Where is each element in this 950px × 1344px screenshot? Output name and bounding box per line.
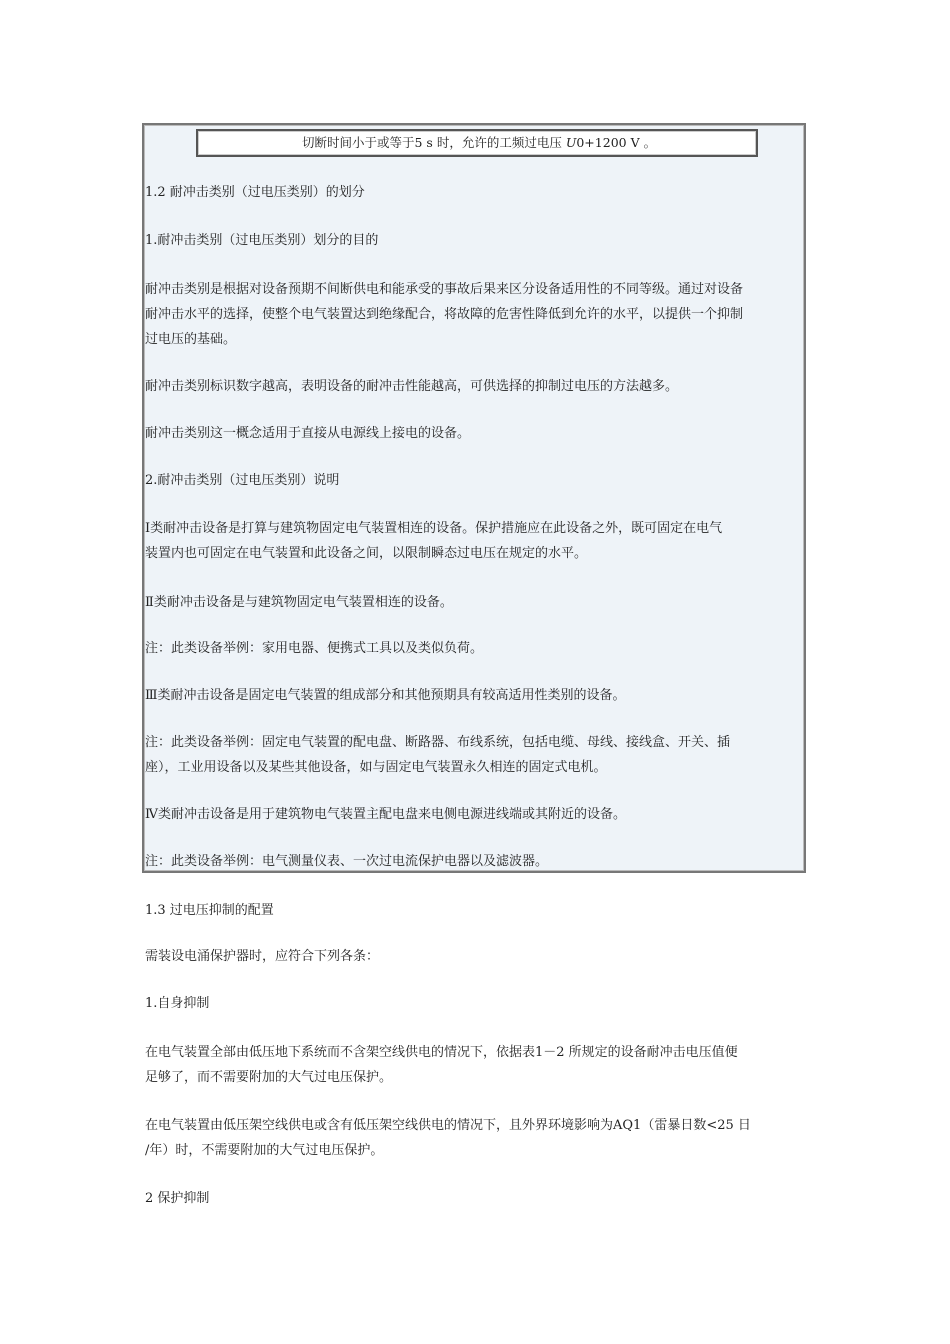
paragraph-line: 耐冲击类别这一概念适用于直接从电源线上接电的设备。 bbox=[145, 426, 471, 441]
header-cell-italic-u: U bbox=[565, 135, 577, 150]
paragraph-line: Ⅱ类耐冲击设备是与建筑物固定电气装置相连的设备。 bbox=[145, 595, 453, 610]
paragraph-line: 足够了，而不需要附加的大气过电压保护。 bbox=[145, 1070, 393, 1085]
paragraph-line: 在电气装置全部由低压地下系统而不含架空线供电的情况下，依据表1－2 所规定的设备耐冲击电压值便 bbox=[145, 1045, 738, 1060]
note-line: 座），工业用设备以及某些其他设备，如与固定电气装置永久相连的固定式电机。 bbox=[145, 760, 607, 775]
paragraph-line: /年）时，不需要附加的大气过电压保护。 bbox=[145, 1143, 384, 1158]
paragraph-line: Ⅳ类耐冲击设备是用于建筑物电气装置主配电盘来电侧电源进线端或其附近的设备。 bbox=[145, 807, 626, 822]
section-heading-1-3: 1.3 过电压抑制的配置 bbox=[145, 903, 274, 918]
paragraph-line: 耐冲击类别是根据对设备预期不间断供电和能承受的事故后果来区分设备适用性的不同等级。通过对设备 bbox=[145, 282, 744, 297]
paragraph-line: 需装设电涌保护器时，应符合下列各条： bbox=[145, 949, 380, 964]
table-header-cell bbox=[196, 129, 758, 157]
paragraph-line: 耐冲击水平的选择，使整个电气装置达到绝缘配合，将故障的危害性降低到允许的水平，以提供一个抑制 bbox=[145, 307, 744, 322]
note-line: 注：此类设备举例：固定电气装置的配电盘、断路器、布线系统，包括电缆、母线、接线盒、开关、插 bbox=[145, 735, 731, 750]
paragraph-line: 在电气装置由低压架空线供电或含有低压架空线供电的情况下，且外界环境影响为AQ1（雷暴日数<25 日 bbox=[145, 1118, 751, 1133]
subheading-purpose: 1.耐冲击类别（过电压类别）划分的目的 bbox=[145, 233, 379, 248]
note-line: 注：此类设备举例：家用电器、便携式工具以及类似负荷。 bbox=[145, 641, 484, 656]
section-heading-1-2: 1.2 耐冲击类别（过电压类别）的划分 bbox=[145, 185, 365, 200]
paragraph-line: 耐冲击类别标识数字越高，表明设备的耐冲击性能越高，可供选择的抑制过电压的方法越多。 bbox=[145, 379, 679, 394]
paragraph-line: 装置内也可固定在电气装置和此设备之间，以限制瞬态过电压在规定的水平。 bbox=[145, 546, 588, 561]
paragraph-line: Ⅲ类耐冲击设备是固定电气装置的组成部分和其他预期具有较高适用性类别的设备。 bbox=[145, 688, 626, 703]
note-line: 注：此类设备举例：电气测量仪表、一次过电流保护电器以及滤波器。 bbox=[145, 854, 549, 869]
header-cell-prefix: 切断时间小于或等于5 s 时，允许的工频过电压 bbox=[302, 135, 562, 150]
subheading-self-suppression: 1.自身抑制 bbox=[145, 996, 210, 1011]
subheading-description: 2.耐冲击类别（过电压类别）说明 bbox=[145, 473, 340, 488]
header-cell-suffix: 0+1200 V 。 bbox=[576, 135, 657, 150]
paragraph-line: Ⅰ类耐冲击设备是打算与建筑物固定电气装置相连的设备。保护措施应在此设备之外，既可固定在电气 bbox=[145, 521, 723, 536]
paragraph-line: 过电压的基础。 bbox=[145, 332, 237, 347]
subheading-protective-suppression: 2 保护抑制 bbox=[145, 1191, 210, 1206]
